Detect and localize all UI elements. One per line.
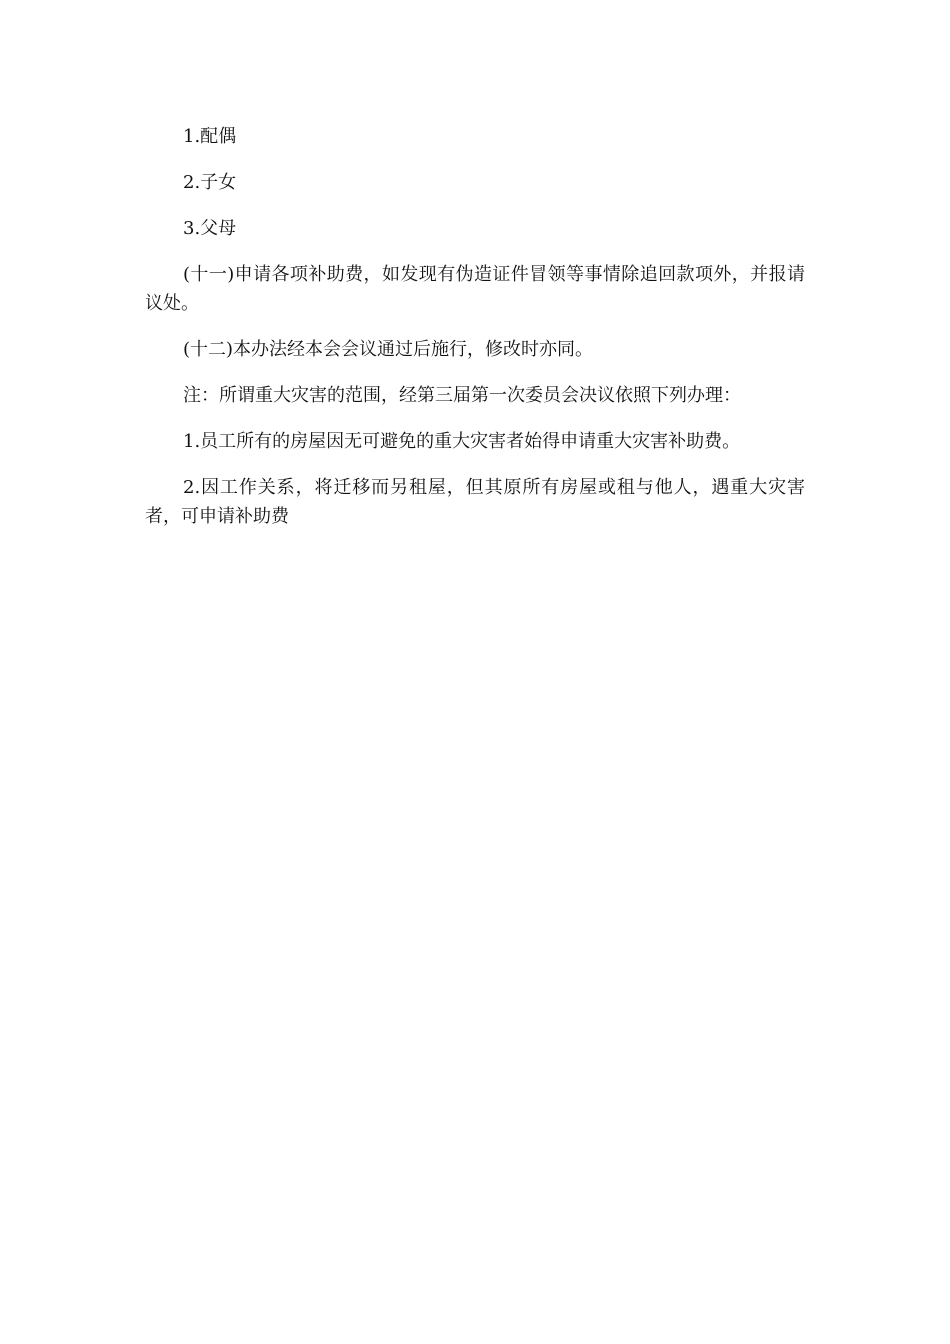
note-paragraph: 注：所谓重大灾害的范围，经第三届第一次委员会决议依照下列办理： [183, 385, 741, 406]
clause-twelve: (十二)本办法经本会会议通过后施行，修改时亦同。 [183, 339, 594, 360]
list-item-spouse: 1.配偶 [183, 126, 237, 147]
list-item-parents: 3.父母 [183, 218, 237, 239]
note-item-two: 2.因工作关系，将迁移而另租屋，但其原所有房屋或租与他人，遇重大灾害者，可申请补助费 [145, 477, 805, 527]
document-body [145, 122, 805, 548]
note-item-one: 1.员工所有的房屋因无可避免的重大灾害者始得申请重大灾害补助费。 [183, 431, 741, 452]
list-item-children: 2.子女 [183, 172, 237, 193]
clause-eleven: (十一)申请各项补助费，如发现有伪造证件冒领等事情除追回款项外，并报请议处。 [145, 264, 805, 314]
